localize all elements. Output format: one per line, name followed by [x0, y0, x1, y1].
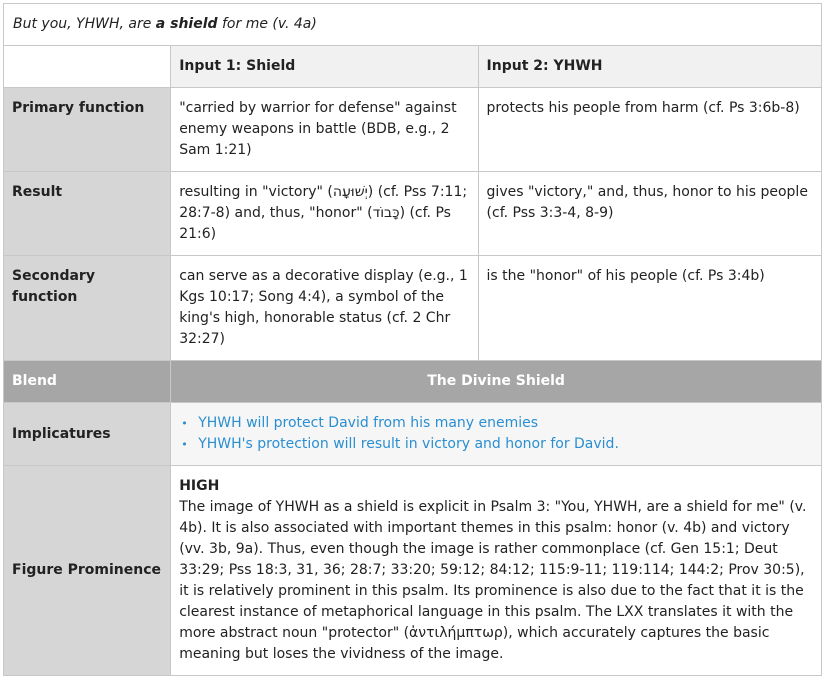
prominence-text: The image of YHWH as a shield is explicit in Psalm 3: "You, YHWH, are a shield for me" (v. 4b). It is also associated with important themes in this psalm: honor (v. 4b) and victory (vv. 3b, 9a). Thus, even though the image is rather commonplace (cf. Gen 15:1; Deut 33:29; Pss 18:3, 31, 36; 28:7; 33:20; 59:12; 84:12; 115:9-11; 119:114; 144:2; Prov 30:5), it is relatively prominent in this psalm. Its prominence is also due to the fact that it is the clearest instance of metaphorical language in this psalm. The LXX translates it with the more abstract noun "protector" (ἀντιλήμπτωρ), which accurately captures the basic meaning but loses the vividness of the image.	[179, 499, 807, 662]
blend-label: Blend	[4, 361, 171, 403]
blend-value: The Divine Shield	[171, 361, 822, 403]
prominence-label: Figure Prominence	[4, 466, 171, 676]
row-input2-cell: gives "victory," and, thus, honor to his people (cf. Pss 3:3-4, 8-9)	[478, 172, 821, 256]
row-secondary-function	[4, 256, 822, 361]
title-post: for me (v. 4a)	[217, 16, 317, 32]
title-bold: a shield	[155, 16, 218, 32]
row-input2-cell: is the "honor" of his people (cf. Ps 3:4b)	[478, 256, 821, 361]
implicatures-row	[4, 403, 822, 466]
blend-table	[3, 3, 822, 676]
prominence-level: HIGH	[179, 478, 220, 494]
blend-row	[4, 361, 822, 403]
header-row	[4, 46, 822, 88]
row-input1-cell: "carried by warrior for defense" against enemy weapons in battle (BDB, e.g., 2 Sam 1:21)	[171, 88, 478, 172]
header-input1: Input 1: Shield	[171, 46, 478, 88]
row-label: Secondary function	[4, 256, 171, 361]
title-pre: But you, YHWH, are	[13, 16, 156, 32]
prominence-cell	[171, 466, 822, 676]
implicatures-cell	[171, 403, 822, 466]
row-input2-cell: protects his people from harm (cf. Ps 3:6b-8)	[478, 88, 821, 172]
row-primary-function	[4, 88, 822, 172]
list-item: • YHWH will protect David from his many enemies	[198, 413, 813, 434]
table-title	[4, 4, 822, 46]
header-input2: Input 2: YHWH	[478, 46, 821, 88]
prominence-row	[4, 466, 822, 676]
row-input1-cell: can serve as a decorative display (e.g., 1 Kgs 10:17; Song 4:4), a symbol of the king's high, honorable status (cf. 2 Chr 32:27)	[171, 256, 478, 361]
title-row	[4, 4, 822, 46]
row-input1-cell: resulting in "victory" (יְשׁוּעָה) (cf. Pss 7:11; 28:7-8) and, thus, "honor" (כָּבוֹד) (cf. Ps 21:6)	[171, 172, 478, 256]
list-item: • YHWH's protection will result in victory and honor for David.	[198, 434, 813, 455]
header-blank-cell	[4, 46, 171, 88]
row-label: Result	[4, 172, 171, 256]
implicatures-label: Implicatures	[4, 403, 171, 466]
row-label: Primary function	[4, 88, 171, 172]
implicatures-list	[179, 413, 813, 455]
row-result	[4, 172, 822, 256]
